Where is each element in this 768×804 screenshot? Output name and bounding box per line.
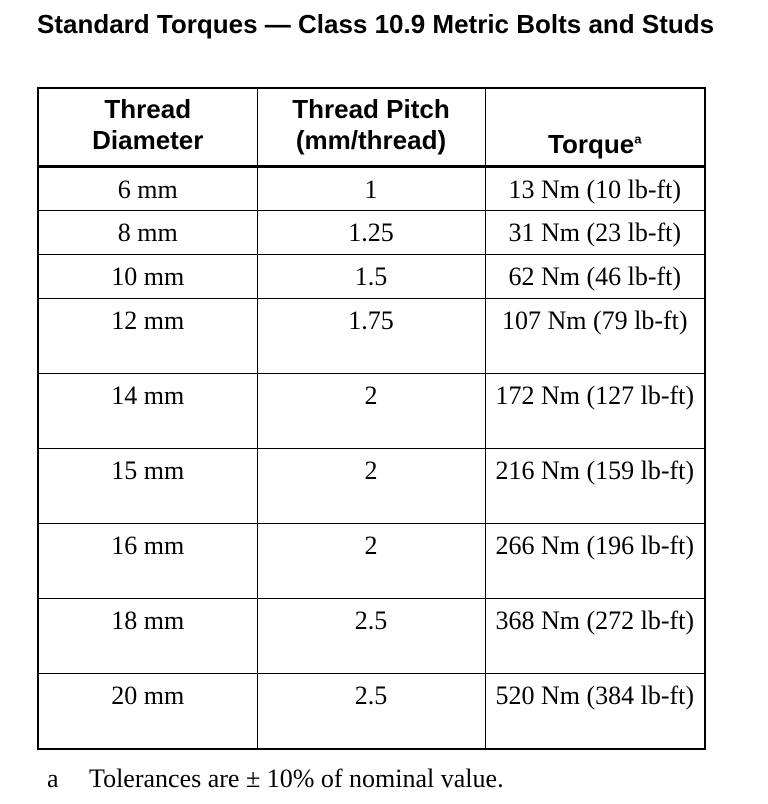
cell-torque: 520 Nm (384 lb-ft) xyxy=(485,674,705,749)
cell-torque: 172 Nm (127 lb-ft) xyxy=(485,374,705,449)
cell-diameter: 14 mm xyxy=(38,374,257,449)
header-torque-label: Torque xyxy=(548,129,635,159)
table-row xyxy=(38,255,705,299)
footnote-text: Tolerances are ± 10% of nominal value. xyxy=(89,764,504,793)
cell-diameter: 18 mm xyxy=(38,599,257,674)
table-row xyxy=(38,599,705,674)
table-body xyxy=(38,167,705,749)
table-row xyxy=(38,524,705,599)
cell-torque: 13 Nm (10 lb-ft) xyxy=(485,167,705,211)
cell-diameter: 20 mm xyxy=(38,674,257,749)
cell-diameter: 12 mm xyxy=(38,299,257,374)
footnote-marker: a xyxy=(634,131,642,147)
header-thread-diameter xyxy=(38,88,257,167)
table-row xyxy=(38,211,705,255)
header-thread-diameter-line1: Thread xyxy=(104,94,192,124)
cell-pitch: 1 xyxy=(257,167,485,211)
cell-pitch: 2 xyxy=(257,374,485,449)
table-header-row xyxy=(38,88,705,167)
cell-torque: 107 Nm (79 lb-ft) xyxy=(485,299,705,374)
cell-diameter: 8 mm xyxy=(38,211,257,255)
page-title: Standard Torques — Class 10.9 Metric Bolts and Studs xyxy=(37,9,715,39)
table-row xyxy=(38,299,705,374)
cell-pitch: 1.25 xyxy=(257,211,485,255)
cell-pitch: 2 xyxy=(257,524,485,599)
header-thread-pitch-line1: Thread Pitch xyxy=(292,94,450,124)
footnote-mark: a xyxy=(47,764,59,793)
header-thread-pitch xyxy=(257,88,485,167)
cell-pitch: 2 xyxy=(257,449,485,524)
header-torque xyxy=(485,88,705,167)
cell-torque: 266 Nm (196 lb-ft) xyxy=(485,524,705,599)
cell-pitch: 1.5 xyxy=(257,255,485,299)
cell-pitch: 2.5 xyxy=(257,674,485,749)
table-row xyxy=(38,674,705,749)
torque-table xyxy=(37,87,706,750)
header-thread-diameter-line2: Diameter xyxy=(92,125,204,155)
footnote xyxy=(47,763,504,794)
cell-pitch: 2.5 xyxy=(257,599,485,674)
cell-torque: 216 Nm (159 lb-ft) xyxy=(485,449,705,524)
cell-diameter: 16 mm xyxy=(38,524,257,599)
cell-diameter: 6 mm xyxy=(38,167,257,211)
cell-torque: 368 Nm (272 lb-ft) xyxy=(485,599,705,674)
cell-pitch: 1.75 xyxy=(257,299,485,374)
header-thread-pitch-line2: (mm/thread) xyxy=(295,125,447,155)
cell-torque: 62 Nm (46 lb-ft) xyxy=(485,255,705,299)
table-row xyxy=(38,167,705,211)
cell-torque: 31 Nm (23 lb-ft) xyxy=(485,211,705,255)
table-row xyxy=(38,374,705,449)
cell-diameter: 15 mm xyxy=(38,449,257,524)
table-row xyxy=(38,449,705,524)
cell-diameter: 10 mm xyxy=(38,255,257,299)
